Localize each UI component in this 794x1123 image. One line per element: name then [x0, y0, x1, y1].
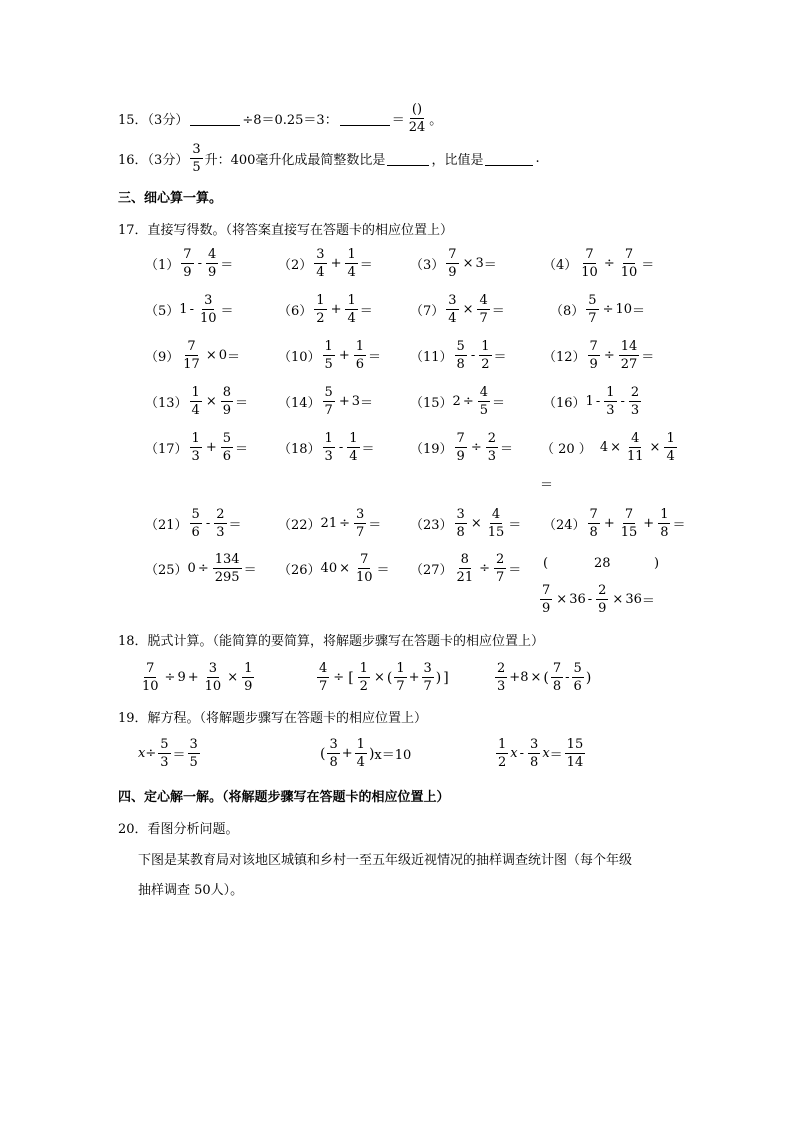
q19-eq-1: x ÷ $\frac{5}{3}$ ＝ $\frac{3}{5}$ — [138, 737, 198, 770]
q17-item-6: （6） $\frac{1}{2}$ + $\frac{1}{4}$ ＝ — [278, 293, 373, 326]
q17-item-3: （3） $\frac{7}{9}$ × 3 ＝ — [410, 247, 497, 280]
q16-prefix: 16．（3分） — [118, 153, 189, 168]
section-3-heading: 三、细心算一算。 — [118, 191, 223, 206]
q17-item-14: （14） $\frac{5}{7}$ + 3 ＝ — [278, 385, 374, 418]
q15-text-2: ＝ — [391, 113, 405, 128]
q17-item-18: （18） $\frac{1}{3}$ - $\frac{1}{4}$ ＝ — [278, 431, 375, 464]
q17-item-24: （24） $\frac{7}{8}$ + $\frac{7}{15}$ + $\frac{1}{8}$ ＝ — [543, 507, 686, 540]
q18-title: 18．脱式计算。（能简算的要简算，将解题步骤写在答题卡的相应位置上） — [118, 634, 545, 649]
q15-fraction: $\frac{()}{24}$ — [408, 102, 426, 135]
q15-blank-1[interactable] — [190, 111, 240, 126]
q19-title: 19．解方程。（将解题步骤写在答题卡的相应位置上） — [118, 711, 428, 726]
q17-item-17: （17） $\frac{1}{3}$ + $\frac{5}{6}$ ＝ — [145, 431, 249, 464]
q17-item-28-label-close: ) — [654, 556, 660, 571]
q16-text-1: 升：400毫升化成最简整数比是 — [204, 153, 386, 168]
q20-title: 20．看图分析问题。 — [118, 822, 239, 837]
q17-title: 17．直接写得数。（将答案直接写在答题卡的相应位置上） — [118, 223, 454, 238]
q15-text-1: ÷8＝0.25＝3： — [242, 113, 338, 128]
q17-item-16: （16） 1 - $\frac{1}{3}$ - $\frac{2}{3}$ — [543, 385, 640, 418]
q17-item-28-label-num: 28 — [594, 556, 611, 571]
q17-item-11: （11） $\frac{5}{8}$ - $\frac{1}{2}$ ＝ — [410, 339, 507, 372]
q17-item-4: （4） $\frac{7}{10}$ ÷ $\frac{7}{10}$ ＝ — [543, 247, 655, 280]
q15-end: 。 — [429, 113, 443, 128]
q16-text-2: ，比值是 — [431, 153, 484, 168]
q18-expr-3: $\frac{2}{3}$ + 8 × ( $\frac{7}{8}$ - $\frac{5}{6}$ ) — [497, 661, 592, 694]
q17-item-7: （7） $\frac{3}{4}$ × $\frac{4}{7}$ ＝ — [410, 293, 505, 326]
q17-item-23: （23） $\frac{3}{8}$ × $\frac{4}{15}$ ＝ — [410, 507, 522, 540]
q15 — [118, 103, 442, 134]
q17-item-26: （26） 40 × $\frac{7}{10}$ ＝ — [278, 552, 390, 585]
q17-item-15: （15） 2 ÷ $\frac{4}{5}$ ＝ — [410, 385, 506, 418]
q17-item-5: （5） 1 - $\frac{3}{10}$ ＝ — [145, 293, 234, 326]
q17-item-21: （21） $\frac{5}{6}$ - $\frac{2}{3}$ ＝ — [145, 507, 242, 540]
q17-item-9: （9） $\frac{7}{17}$ × 0 ＝ — [145, 339, 241, 372]
q17-item-12: （12） $\frac{7}{9}$ ÷ $\frac{14}{27}$ ＝ — [543, 339, 655, 372]
q17-item-22: （22） 21 ÷ $\frac{3}{7}$ ＝ — [278, 507, 382, 540]
q17-item-10: （10） $\frac{1}{5}$ + $\frac{1}{6}$ ＝ — [278, 339, 382, 372]
q20-description-line-2: 抽样调查 50人）。 — [138, 883, 244, 898]
q18-expr-2: $\frac{4}{7}$ ÷ [ $\frac{1}{2}$ × ( $\frac{1}{7}$ + $\frac{3}{7}$ ) ] — [319, 661, 449, 694]
q15-prefix: 15．（3分） — [118, 113, 189, 128]
q16-end: . — [535, 151, 540, 166]
q17-item-25: （25） 0 ÷ $\frac{134}{295}$ ＝ — [145, 552, 257, 585]
q17-item-8: （8） $\frac{5}{7}$ ÷ 10 ＝ — [550, 293, 646, 326]
q19-eq-3: $\frac{1}{2}$ x - $\frac{3}{8}$ x ＝ $\frac{15}{14}$ — [498, 737, 584, 770]
q20-description-line-1: 下图是某教育局对该地区城镇和乡村一至五年级近视情况的抽样调查统计图（每个年级 — [138, 853, 633, 868]
q17-item-1: （1） $\frac{7}{9}$ - $\frac{4}{9}$ ＝ — [145, 247, 234, 280]
q17-item-28: $\frac{7}{9}$ × 36 - $\frac{2}{9}$ × 36 ＝ — [542, 583, 655, 616]
section-4-heading: 四、定心解一解。（将解题步骤写在答题卡的相应位置上） — [118, 790, 450, 805]
q18-expr-1: $\frac{7}{10}$ ÷ 9 + $\frac{3}{10}$ × $\frac{1}{9}$ — [142, 661, 253, 694]
q15-blank-2[interactable] — [340, 111, 390, 126]
q17-item-13: （13） $\frac{1}{4}$ × $\frac{8}{9}$ ＝ — [145, 385, 249, 418]
q17-item-2: （2） $\frac{3}{4}$ + $\frac{1}{4}$ ＝ — [278, 247, 373, 280]
q19-eq-2: ( $\frac{3}{8}$ + $\frac{1}{4}$ ) x＝10 — [320, 737, 412, 770]
q16 — [118, 143, 540, 174]
q17-item-19: （19） $\frac{7}{9}$ ÷ $\frac{2}{3}$ ＝ — [410, 431, 514, 464]
q17-item-28-label-open: ( — [543, 556, 549, 571]
q16-fraction: $\frac{3}{5}$ — [192, 142, 201, 175]
q17-item-20: （ 20 ） 4 × $\frac{4}{11}$ × $\frac{1}{4}$ — [541, 431, 675, 464]
q17-item-27: （27） $\frac{8}{21}$ ÷ $\frac{2}{7}$ ＝ — [410, 552, 522, 585]
q16-blank-1[interactable] — [387, 151, 429, 166]
q17-item-20-eq: ＝ — [540, 478, 554, 493]
q16-blank-2[interactable] — [485, 151, 533, 166]
